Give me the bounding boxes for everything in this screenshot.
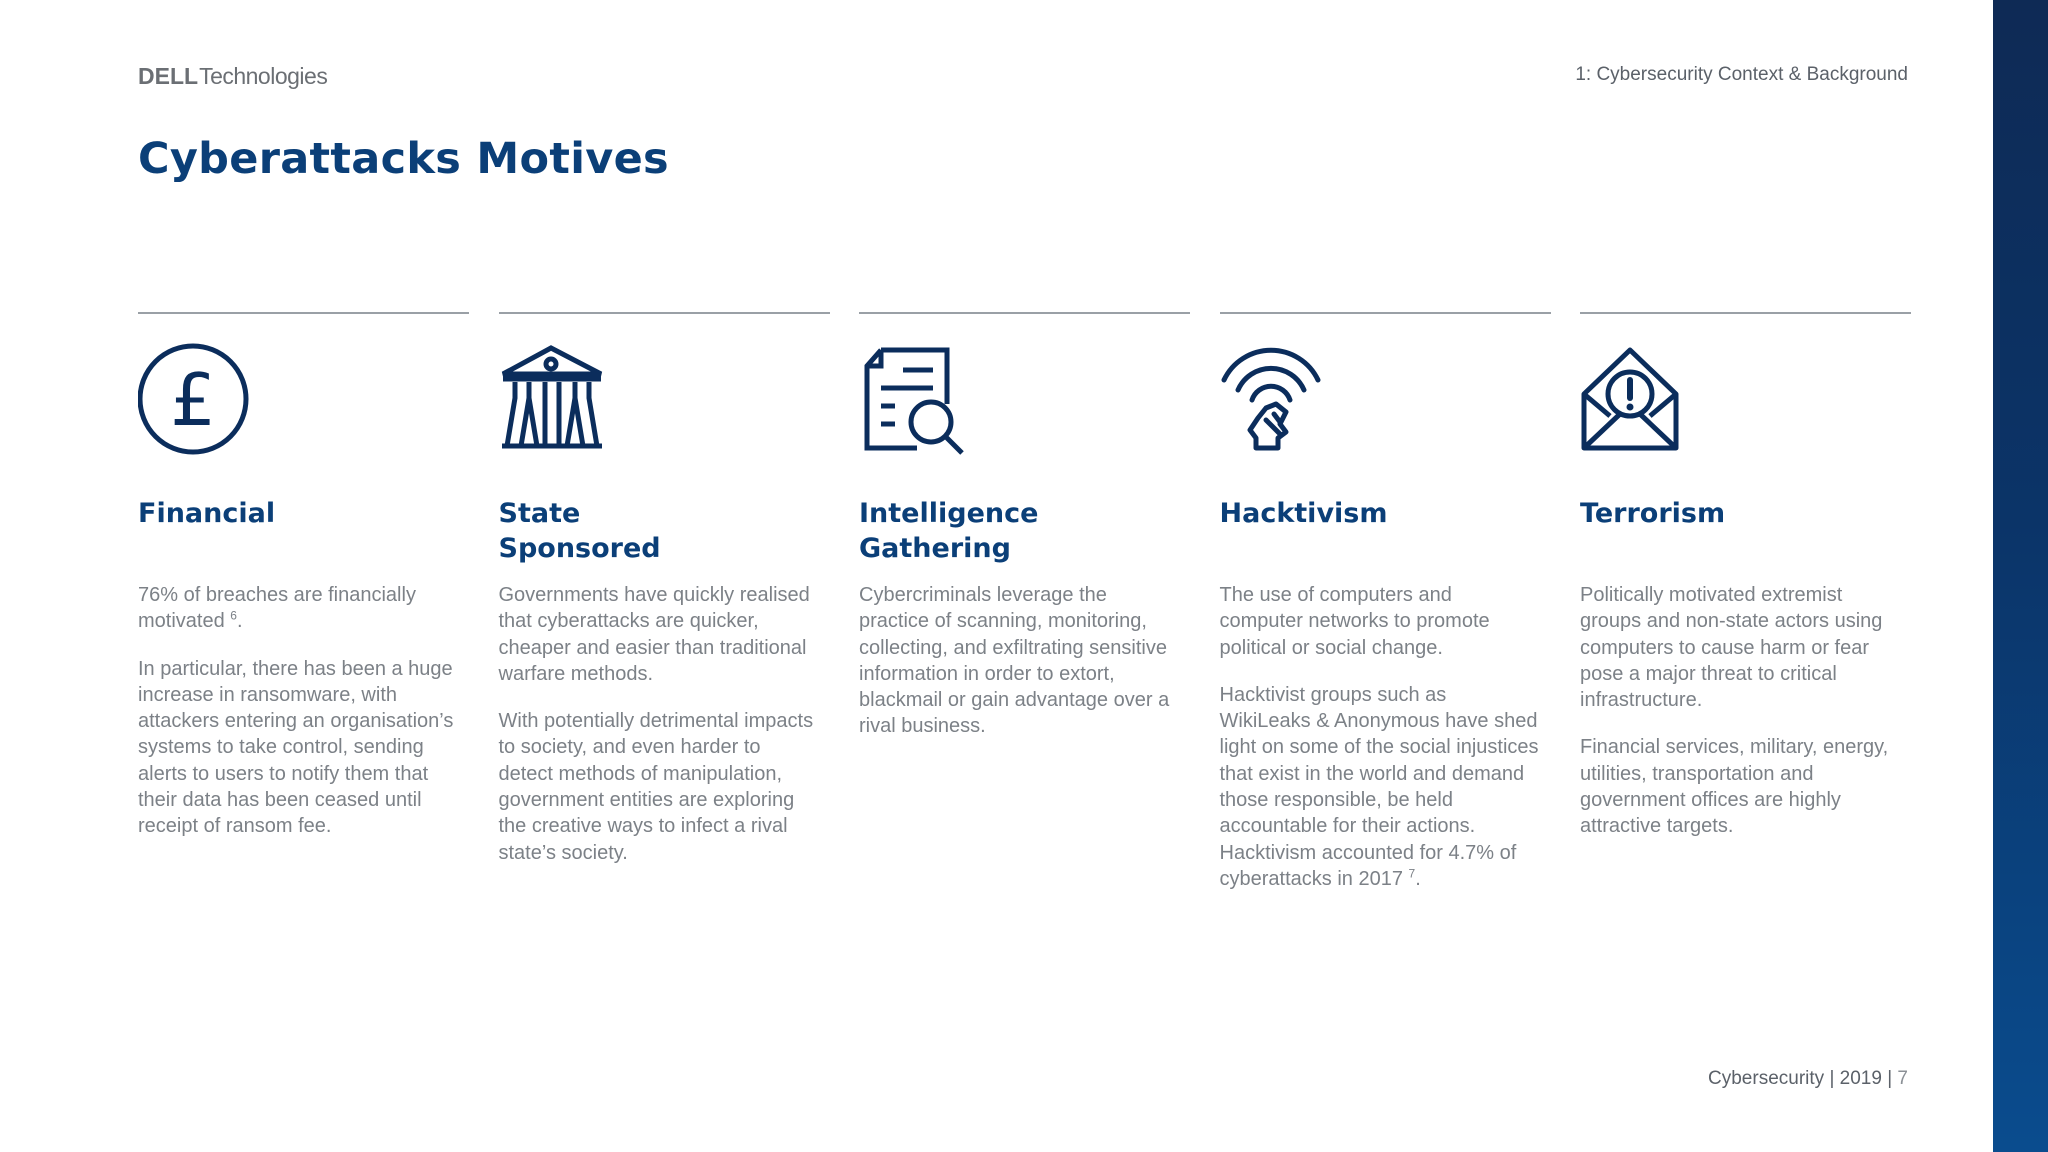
page-number: 7: [1897, 1068, 1908, 1089]
logo-technologies-text: Technologies: [199, 62, 328, 89]
heading-line-1: Financial: [138, 498, 276, 529]
paragraph-text: Financial services, military, energy, utilities, transportation and government offices are highly attractive targets.: [1580, 736, 1889, 838]
body-paragraph: [138, 656, 458, 840]
column-body: [138, 582, 458, 861]
pound-coin-icon: [138, 342, 258, 472]
column-divider: [859, 312, 1190, 314]
paragraph-text: Cybercriminals leverage the practice of scanning, monitoring, collecting, and exfiltrating sensitive information in order to extort, blackmail or gain advantage over a rival business.: [859, 584, 1170, 738]
motive-column-financial: [138, 312, 469, 838]
column-heading: [1580, 496, 1880, 531]
column-body: [499, 582, 819, 887]
footnote-marker: 7: [1408, 866, 1416, 881]
paragraph-tail: .: [1415, 867, 1421, 890]
body-paragraph: [1580, 582, 1900, 713]
column-heading: [859, 496, 1159, 566]
paragraph-text: With potentially detrimental impacts to society, and even harder to detect methods of manipulation, government entities are exploring the creative ways to infect a rival state’s society.: [498, 710, 814, 864]
paragraph-text: Governments have quickly realised that cyberattacks are quicker, cheaper and easier than traditional warfare methods.: [498, 584, 810, 685]
body-paragraph: [859, 582, 1179, 740]
heading-line-2: Sponsored: [498, 533, 661, 564]
paragraph-text: The use of computers and computer networks to promote political or social change.: [1219, 584, 1490, 659]
paragraph-text: In particular, there has been a huge increase in ransomware, with attackers entering an organisation’s systems to take control, sending alerts to users to notify them that their data has been ceased until receipt of ransom fee.: [138, 657, 454, 838]
footnote-marker: 6: [230, 608, 237, 623]
heading-line-1: Intelligence: [859, 498, 1039, 529]
column-divider: [138, 312, 469, 314]
body-paragraph: [138, 582, 458, 635]
column-divider: [1580, 312, 1911, 314]
envelope-alert-icon: [1580, 342, 1700, 472]
government-building-icon: [499, 342, 619, 472]
paragraph-text: Politically motivated extremist groups and non-state actors using computers to cause harm or fear pose a major threat to critical infrastructure.: [1580, 584, 1883, 712]
svg-text:£: £: [170, 358, 216, 442]
section-label: 1: Cybersecurity Context & Background: [1575, 64, 1908, 85]
heading-line-2: Gathering: [859, 533, 1011, 564]
body-paragraph: [1580, 734, 1900, 839]
body-paragraph: [1220, 582, 1540, 661]
column-heading: [138, 496, 438, 531]
paragraph-tail: .: [236, 610, 243, 633]
wireless-fist-icon: [1220, 342, 1340, 472]
page-title: Cyberattacks Motives: [138, 134, 669, 184]
paragraph-text: Hacktivist groups such as WikiLeaks & Anonymous have shed light on some of the social injustices that exist in the world and demand those responsible, be held accountable for their actions. Hacktivism accounted for 4.7% of cyberattacks in 2017: [1219, 683, 1539, 890]
footer: [1708, 1068, 1908, 1090]
body-paragraph: [1220, 682, 1540, 892]
motive-column-hacktivism: [1219, 312, 1551, 890]
column-body: [1220, 582, 1540, 913]
side-accent-band: [1993, 0, 2048, 1152]
logo-dell-text: DELL: [138, 62, 199, 89]
dell-technologies-logo: [138, 62, 327, 90]
heading-line-1: Terrorism: [1580, 498, 1726, 529]
document-search-icon: [859, 342, 979, 472]
body-paragraph: [499, 708, 819, 866]
column-divider: [499, 312, 830, 314]
body-paragraph: [499, 582, 819, 687]
paragraph-text: 76% of breaches are financially motivated: [138, 584, 416, 633]
footer-doc-label: Cybersecurity | 2019 |: [1708, 1068, 1893, 1089]
column-heading: [1220, 496, 1520, 531]
motive-column-terrorism: [1580, 312, 1911, 838]
heading-line-1: Hacktivism: [1219, 498, 1388, 529]
motive-column-state-sponsored: [498, 312, 830, 864]
motive-column-intelligence-gathering: [859, 312, 1190, 738]
column-divider: [1220, 312, 1551, 314]
motives-columns: [138, 312, 1911, 890]
heading-line-1: State: [498, 498, 581, 529]
column-heading: [499, 496, 799, 566]
column-body: [1580, 582, 1900, 861]
column-body: [859, 582, 1179, 761]
